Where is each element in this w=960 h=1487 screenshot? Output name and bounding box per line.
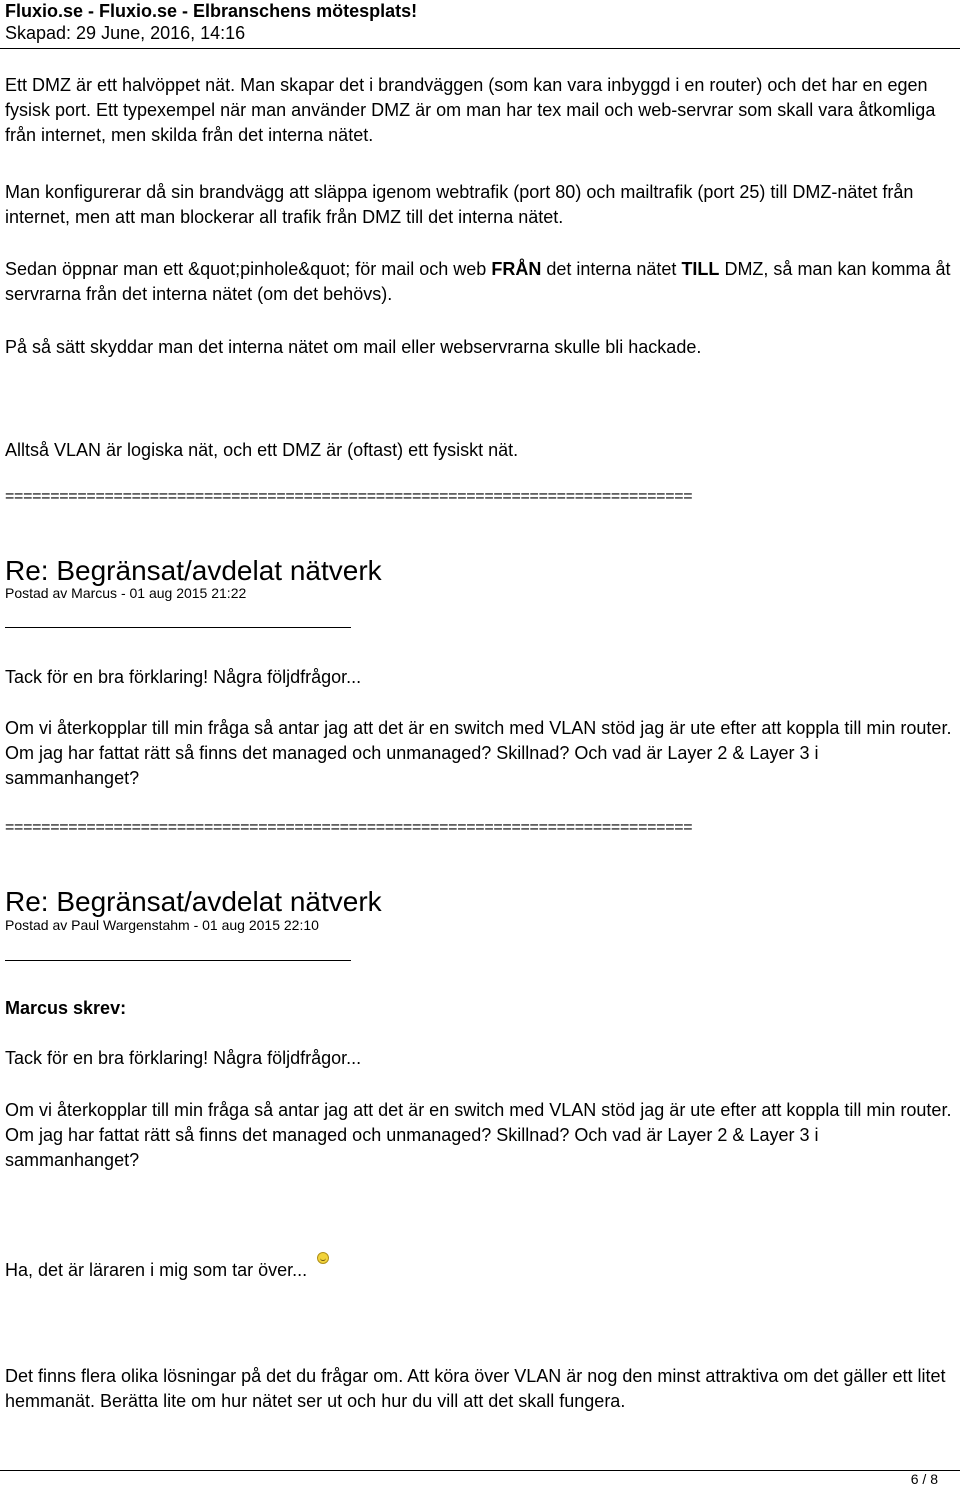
created-date: Skapad: 29 June, 2016, 14:16 <box>5 23 246 43</box>
post-title: Re: Begränsat/avdelat nätverk <box>5 555 382 586</box>
post-text: Ha, det är läraren i mig som tar över... <box>5 1260 308 1280</box>
post-paragraph <box>5 1252 955 1283</box>
post-paragraph: Det finns flera olika lösningar på det du frågar om. Att köra över VLAN är nog den minst attraktiva om det gäller ett litet hemmanät. Berätta lite om hur nätet ser ut och hur du vill att det skall fungera. <box>5 1366 946 1411</box>
post-title: Re: Begränsat/avdelat nätverk <box>5 886 382 917</box>
post-divider <box>5 627 351 628</box>
post-divider <box>5 960 351 961</box>
intro-paragraph-2: Man konfigurerar då sin brandvägg att släppa igenom webtrafik (port 80) och mailtrafik (port 25) till DMZ-nätet från internet, men att man blockerar all trafik från DMZ till det interna nätet. <box>5 182 914 227</box>
smiley-icon <box>317 1252 329 1264</box>
intro-p3-part: det interna nätet <box>541 259 682 279</box>
intro-paragraph-3 <box>5 257 955 307</box>
document-title: Fluxio.se - Fluxio.se - Elbranschens mötesplats! <box>5 1 418 21</box>
intro-p3-from: FRÅN <box>491 259 542 279</box>
post-separator: ============================================================================ <box>5 819 693 836</box>
post-paragraph: Tack för en bra förklaring! Några följdfrågor... <box>5 667 362 687</box>
intro-p3-part: Sedan öppnar man ett &quot;pinhole&quot; för mail och web <box>5 259 492 279</box>
footer-divider <box>0 1470 960 1471</box>
post-separator: ============================================================================ <box>5 488 693 505</box>
post-meta: Postad av Marcus - 01 aug 2015 21:22 <box>5 585 247 601</box>
quote-author: Marcus skrev: <box>5 998 127 1018</box>
quote-paragraph: Om vi återkopplar till min fråga så antar jag att det är en switch med VLAN stöd jag är ute efter att koppla till min router. Om jag har fattat rätt så finns det managed och unmanaged? Skillnad? Och vad är Layer 2 & Layer 3 i sammanhanget? <box>5 1100 952 1170</box>
intro-paragraph-4: På så sätt skyddar man det interna nätet om mail eller webservrarna skulle bli hackade. <box>5 337 702 357</box>
page-number: 6 / 8 <box>910 1471 938 1487</box>
intro-p3-part: DMZ, så man kan komma åt servrarna från det interna nätet (om det behövs). <box>5 259 951 304</box>
header-divider <box>0 48 960 49</box>
intro-paragraph-1: Ett DMZ är ett halvöppet nät. Man skapar det i brandväggen (som kan vara inbyggd i en router) och det har en egen fysisk port. Ett typexempel när man använder DMZ är om man har tex mail och web-servrar som skall vara åtkomliga från internet, men skilda från det interna nätet. <box>5 75 936 145</box>
quote-paragraph: Tack för en bra förklaring! Några följdfrågor... <box>5 1048 362 1068</box>
post-meta: Postad av Paul Wargenstahm - 01 aug 2015 22:10 <box>5 917 319 933</box>
intro-p3-to: TILL <box>681 259 720 279</box>
intro-paragraph-5: Alltså VLAN är logiska nät, och ett DMZ är (oftast) ett fysiskt nät. <box>5 440 519 460</box>
post-paragraph: Om vi återkopplar till min fråga så antar jag att det är en switch med VLAN stöd jag är ute efter att koppla till min router. Om jag har fattat rätt så finns det managed och unmanaged? Skillnad? Och vad är Layer 2 & Layer 3 i sammanhanget? <box>5 718 952 788</box>
